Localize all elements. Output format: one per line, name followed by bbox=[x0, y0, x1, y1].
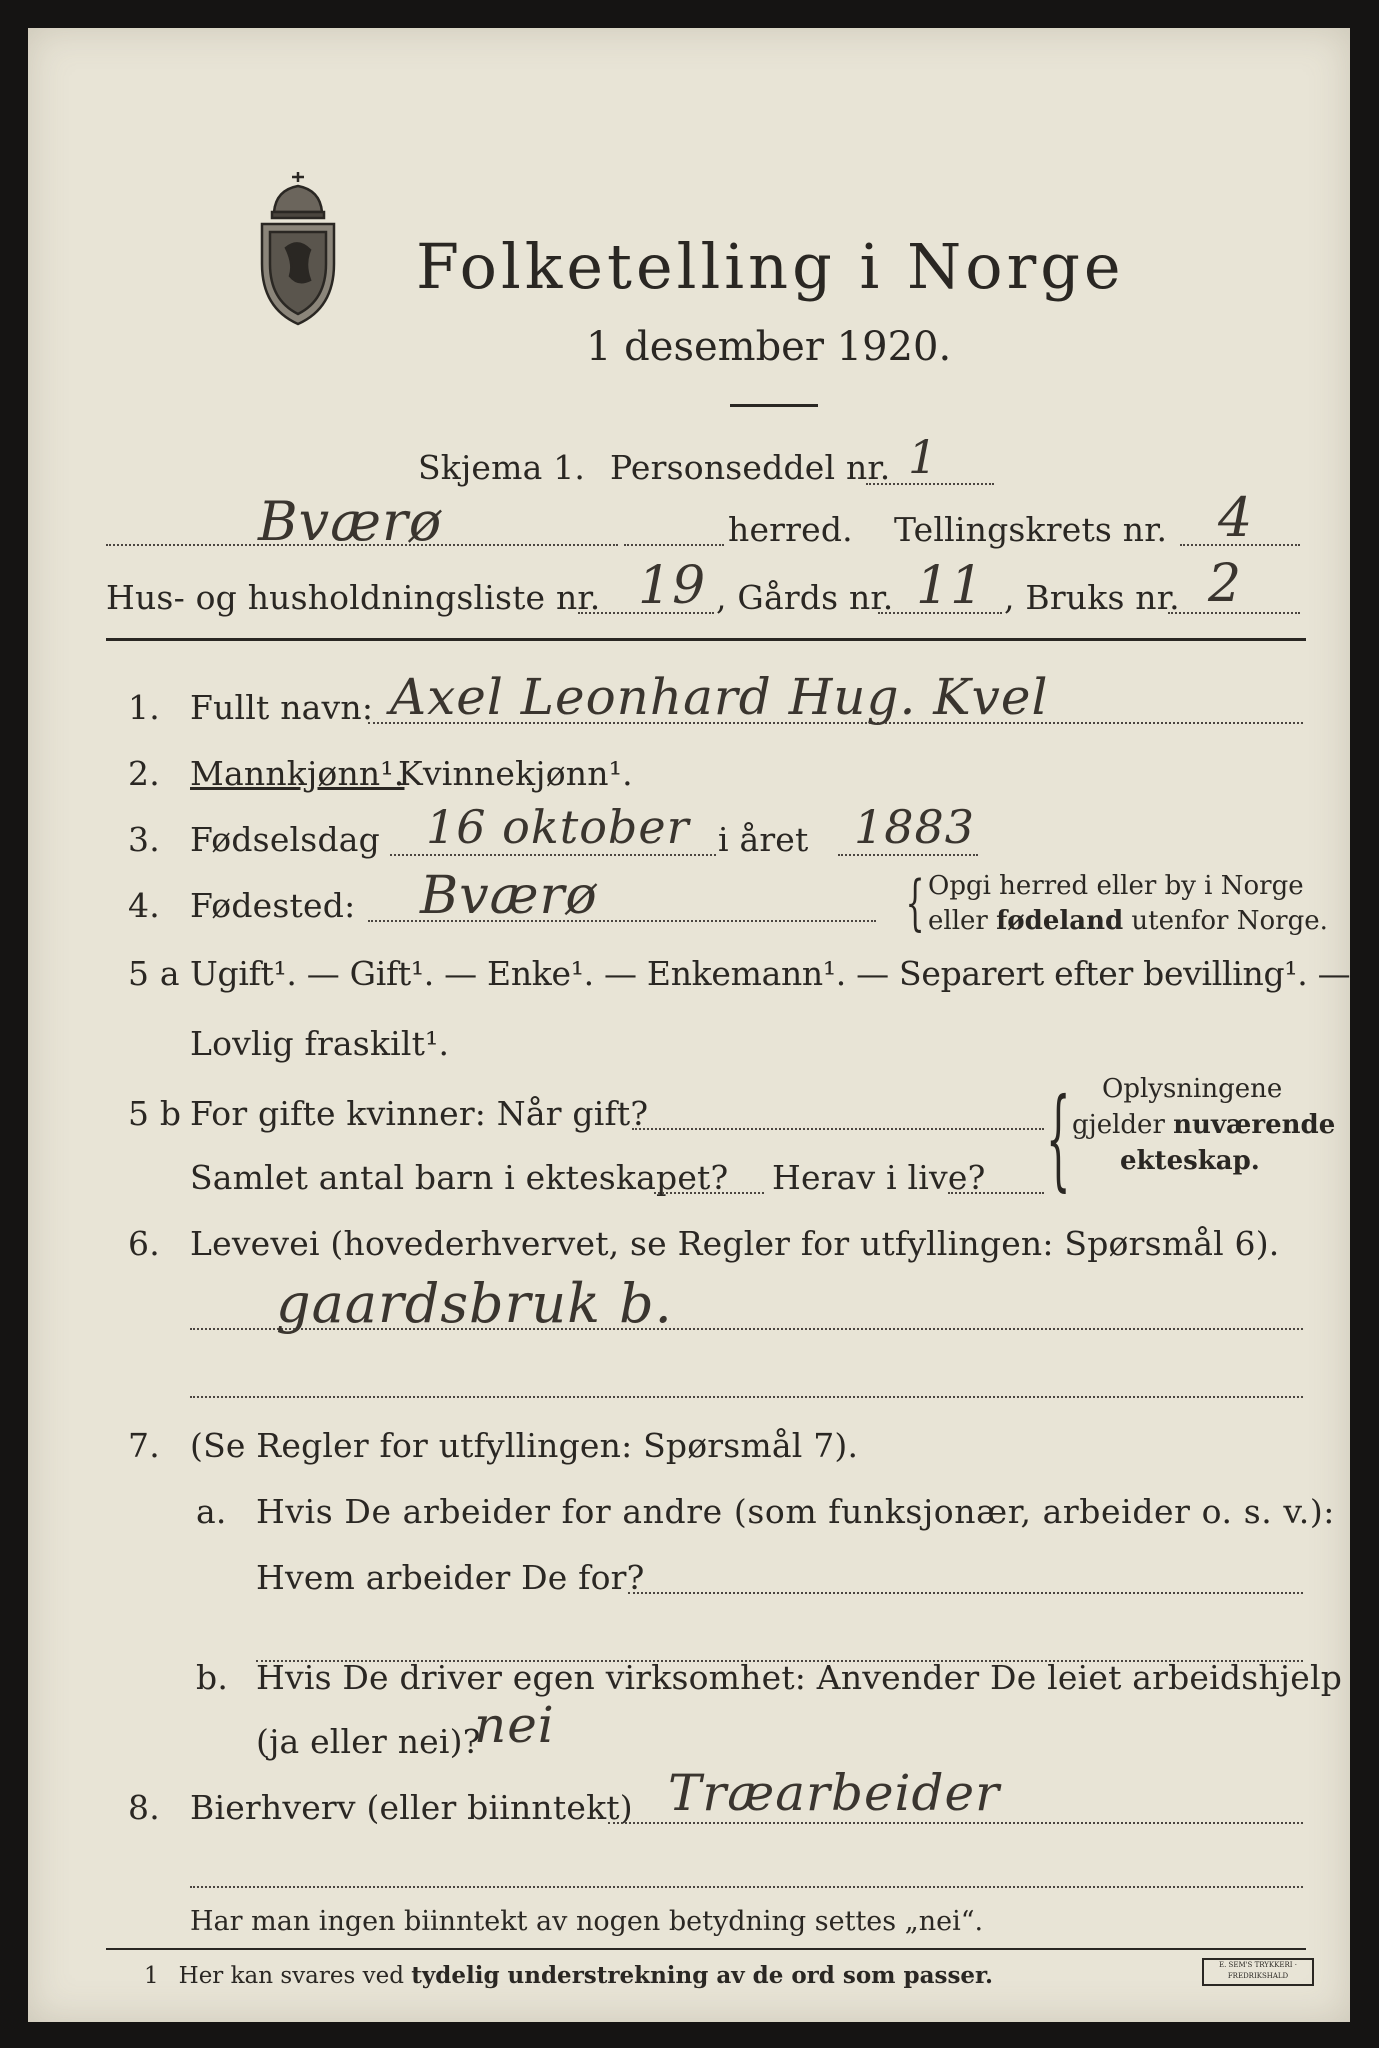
q4-note-brace: { bbox=[905, 868, 925, 938]
q1-value[interactable]: Axel Leonhard Hug. Kvel bbox=[390, 668, 1049, 726]
q5a-options-cont[interactable]: Lovlig fraskilt¹. bbox=[190, 1024, 450, 1063]
q5b-line2 bbox=[654, 1192, 764, 1194]
nei-note: Har man ingen biinntekt av nogen betydning settes „nei“. bbox=[190, 1906, 984, 1937]
q5b-note-brace: { bbox=[1046, 1074, 1071, 1202]
q7-number: 7. bbox=[128, 1426, 160, 1465]
q3-number: 3. bbox=[128, 820, 160, 859]
header-rule bbox=[106, 638, 1306, 641]
q4-note-line2-c: utenfor Norge. bbox=[1123, 906, 1328, 936]
footnote bbox=[144, 1962, 993, 1989]
q5b-note-line1: Oplysningene bbox=[1102, 1074, 1283, 1104]
q6-line2 bbox=[190, 1396, 1303, 1398]
q8-number: 8. bbox=[128, 1788, 160, 1827]
q2-number: 2. bbox=[128, 754, 160, 793]
q1-label: Fullt navn: bbox=[190, 688, 374, 727]
q3-year-label: i året bbox=[718, 820, 809, 859]
q7b-value[interactable]: nei bbox=[474, 1696, 555, 1754]
tellingskrets-value[interactable]: 4 bbox=[1218, 486, 1254, 549]
q5a-number: 5 a bbox=[128, 954, 180, 993]
personseddel-value[interactable]: 1 bbox=[908, 430, 939, 484]
footnote-number: 1 bbox=[144, 1963, 159, 1989]
q8-label: Bierhverv (eller biinntekt) bbox=[190, 1788, 633, 1827]
q5b-note-line3: ekteskap. bbox=[1120, 1146, 1260, 1176]
q5a-options[interactable]: Ugift¹. — Gift¹. — Enke¹. — Enkemann¹. — Separert efter bevilling¹. — bbox=[190, 954, 1351, 993]
personseddel-label: Personseddel nr. bbox=[610, 448, 891, 487]
q4-note-line1: Opgi herred eller by i Norge bbox=[928, 871, 1304, 901]
q6-value[interactable]: gaardsbruk b. bbox=[276, 1272, 673, 1335]
q5b-note-line2-a: gjelder bbox=[1072, 1110, 1174, 1140]
q3-year-line bbox=[838, 854, 978, 856]
q3-label: Fødselsdag bbox=[190, 820, 380, 859]
q3-line bbox=[390, 854, 716, 856]
q7a-text: Hvis De arbeider for andre (som funksjonær, arbeider o. s. v.): bbox=[256, 1492, 1336, 1531]
q4-note-line2-a: eller bbox=[928, 906, 997, 936]
q1-number: 1. bbox=[128, 688, 160, 727]
q8-value[interactable]: Træarbeider bbox=[668, 1764, 1001, 1822]
q7b-text: Hvis De driver egen virksomhet: Anvender De leiet arbeidshjelp bbox=[256, 1658, 1343, 1697]
census-date: 1 desember 1920. bbox=[586, 324, 952, 370]
q6-label: Levevei (hovederhvervet, se Regler for utfyllingen: Spørsmål 6). bbox=[190, 1224, 1280, 1263]
q3-value[interactable]: 16 oktober bbox=[426, 800, 690, 854]
q6-number: 6. bbox=[128, 1224, 160, 1263]
herred-line-b bbox=[624, 544, 724, 546]
q7b-letter: b. bbox=[196, 1658, 229, 1697]
footnote-text-a: Her kan svares ved bbox=[178, 1963, 412, 1989]
coat-of-arms-icon bbox=[252, 168, 344, 332]
q5b-note-line2-b: nuværende bbox=[1173, 1110, 1336, 1140]
tellingskrets-label: Tellingskrets nr. bbox=[894, 510, 1168, 549]
q5b-number: 5 b bbox=[128, 1094, 182, 1133]
q8-line bbox=[608, 1822, 1303, 1824]
printer-stamp-text: E. SEM'S TRYKKERI · FREDRIKSHALD bbox=[1219, 1961, 1297, 1980]
skjema-label: Skjema 1. bbox=[418, 448, 586, 487]
footnote-text-b: tydelig understrekning av de ord som passer. bbox=[411, 1962, 994, 1989]
q4-number: 4. bbox=[128, 886, 160, 925]
q2-female-option[interactable]: Kvinnekjønn¹. bbox=[398, 754, 633, 793]
q5b-label1: For gifte kvinner: Når gift? bbox=[190, 1094, 649, 1133]
q5b-label3: Herav i live? bbox=[772, 1158, 986, 1197]
footer-rule bbox=[106, 1948, 1306, 1950]
q5b-line1 bbox=[632, 1128, 1044, 1130]
title-divider bbox=[730, 404, 818, 407]
form-title: Folketelling i Norge bbox=[416, 230, 1125, 303]
hus-value[interactable]: 19 bbox=[638, 556, 707, 616]
q5b-label2: Samlet antal barn i ekteskapet? bbox=[190, 1158, 729, 1197]
q5b-line3 bbox=[948, 1192, 1044, 1194]
gards-label: , Gårds nr. bbox=[716, 578, 894, 617]
gards-value[interactable]: 11 bbox=[916, 556, 985, 616]
herred-label: herred. bbox=[728, 510, 853, 549]
bruks-label: , Bruks nr. bbox=[1004, 578, 1180, 617]
q7a-letter: a. bbox=[196, 1492, 227, 1531]
q7a-line1 bbox=[628, 1592, 1303, 1594]
q7a-text2: Hvem arbeider De for? bbox=[256, 1558, 645, 1597]
q8-line2 bbox=[190, 1886, 1303, 1888]
herred-value[interactable]: Bværø bbox=[258, 490, 443, 553]
q4-label: Fødested: bbox=[190, 886, 356, 925]
q2-male-option[interactable]: Mannkjønn¹. bbox=[190, 754, 405, 793]
q4-note-line2-b: fødeland bbox=[996, 906, 1124, 936]
q5b-note-line2 bbox=[1072, 1110, 1335, 1140]
q3-year-value[interactable]: 1883 bbox=[854, 800, 976, 854]
hus-label: Hus- og husholdningsliste nr. bbox=[106, 578, 601, 617]
q4-note-line2 bbox=[928, 906, 1328, 936]
q4-value[interactable]: Bværø bbox=[420, 866, 598, 926]
q7b-text2: (ja eller nei)? bbox=[256, 1722, 481, 1761]
printer-stamp bbox=[1202, 1958, 1314, 1986]
bruks-value[interactable]: 2 bbox=[1208, 554, 1243, 614]
census-form-page bbox=[28, 28, 1350, 2022]
q7-label: (Se Regler for utfyllingen: Spørsmål 7). bbox=[190, 1426, 859, 1465]
